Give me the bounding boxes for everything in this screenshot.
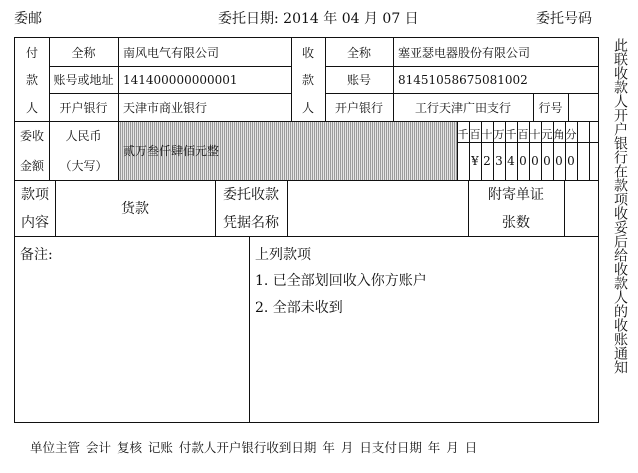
- item-label-top: 款项: [21, 187, 49, 203]
- attachment-label-bottom: 张数: [502, 215, 530, 231]
- digit-value: 0: [555, 154, 563, 168]
- payee-name: 塞亚瑟电器股份有限公司: [398, 45, 531, 60]
- payer-bank: 天津市商业银行: [123, 100, 208, 115]
- remarks-item-2: 2. 全部未收到: [255, 300, 343, 316]
- payee-name-label: 全称: [346, 45, 371, 60]
- payer-account-label: 账号或地址: [53, 73, 114, 87]
- entrust-number-label: 委托号码: [536, 11, 592, 27]
- payee-side-char: 收: [301, 45, 314, 60]
- payee-side-char: 人: [301, 100, 314, 115]
- entrust-doc-label-top: 委托收款: [223, 187, 279, 203]
- digit-header: 元: [541, 128, 553, 141]
- payer-side-char: 款: [25, 73, 38, 87]
- amount-label-bottom: 金额: [19, 158, 44, 173]
- digit-header: 百: [517, 128, 529, 141]
- voucher-type: 委邮: [14, 11, 42, 27]
- remarks-label: 备注:: [20, 247, 53, 263]
- payee-bank-no: [568, 93, 599, 121]
- payee-bank: 工行天津广田支行: [414, 100, 511, 115]
- payee-side-char: 款: [301, 73, 314, 87]
- payment-item-value: 货款: [121, 201, 149, 217]
- payer-name: 南风电气有限公司: [123, 45, 220, 60]
- entrust-date: 委托日期: 2014 年 04 月 07 日: [218, 11, 419, 27]
- amount-in-words: 贰万叁仟肆佰元整: [123, 144, 220, 158]
- remarks-title: 上列款项: [255, 247, 311, 263]
- payee-bank-no-label: 行号: [538, 100, 563, 115]
- payee-account-label: 账号: [346, 73, 371, 87]
- digit-value: 0: [567, 154, 575, 168]
- payee-account: 81451058675081002: [398, 72, 528, 87]
- digit-header: 万: [493, 128, 505, 141]
- entrust-doc-value: [287, 180, 468, 236]
- currency-label: 人民币: [65, 129, 102, 143]
- payer-bank-label: 开户银行: [59, 100, 108, 115]
- digit-value: 0: [519, 154, 527, 168]
- digit-value: 3: [495, 154, 503, 168]
- digit-value: 0: [543, 154, 551, 168]
- entrust-doc-label-bottom: 凭据名称: [223, 215, 279, 231]
- digit-header: 百: [469, 128, 481, 141]
- digit-header: 分: [565, 128, 577, 141]
- payer-side-char: 人: [25, 100, 38, 115]
- payee-bank-label: 开户银行: [334, 100, 383, 115]
- digit-value: 4: [507, 154, 515, 168]
- payer-name-label: 全称: [71, 45, 96, 60]
- digit-header: 十: [529, 128, 541, 141]
- digit-value: ¥: [471, 154, 479, 168]
- digit-value: 0: [531, 154, 539, 168]
- digit-header: 千: [457, 128, 469, 141]
- attachment-count: [564, 180, 599, 236]
- digit-header: 千: [505, 128, 517, 141]
- digit-value: 2: [483, 154, 491, 168]
- copy-purpose-note: 此联收款人开户银行在款项收妥后给收款人的收账通知: [612, 38, 628, 374]
- payer-account: 141400000000001: [123, 72, 238, 87]
- amount-label-top: 委收: [19, 129, 44, 143]
- item-label-bottom: 内容: [21, 215, 49, 231]
- digit-header: 十: [481, 128, 493, 141]
- payer-side-char: 付: [25, 45, 38, 60]
- digit-header: 角: [553, 128, 565, 141]
- remarks-item-1: 1. 已全部划回收入你方账户: [255, 273, 427, 289]
- attachment-label-top: 附寄单证: [488, 187, 544, 203]
- signature-footer: 单位主管 会计 复核 记账 付款人开户银行收到日期 年 月 日支付日期 年 月 日: [30, 440, 478, 455]
- currency-note: （大写）: [59, 158, 108, 173]
- collection-voucher-form: [14, 37, 599, 423]
